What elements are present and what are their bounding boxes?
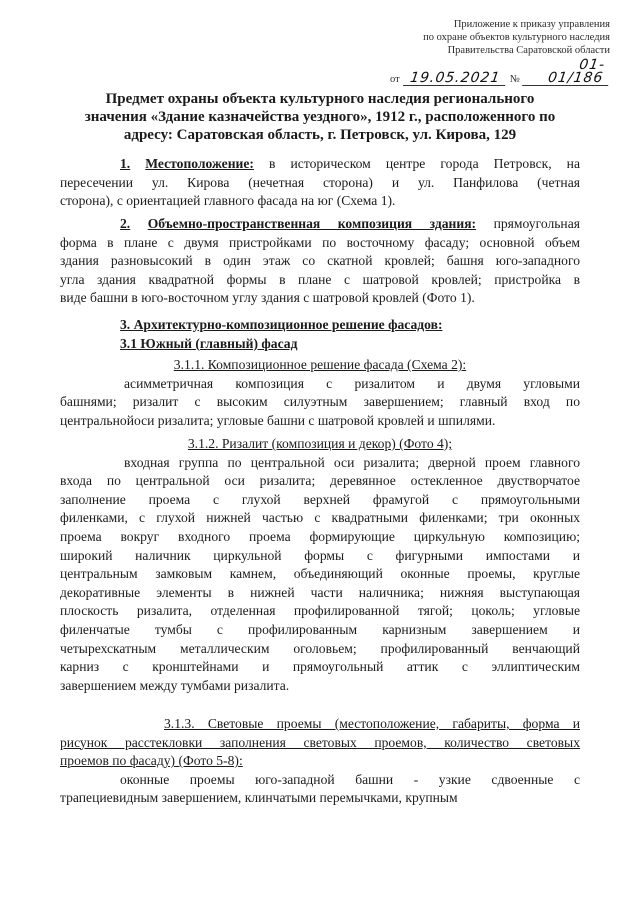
document-title — [60, 90, 580, 144]
ot-label: от — [390, 74, 400, 85]
section-3-1-2-line-11: четырехскатным металлическим оголовьем; профилированный венчающий — [60, 640, 580, 656]
section-3-1-2 — [60, 435, 580, 695]
section-2-text-1: прямоугольная — [493, 216, 580, 231]
header-line-3: Правительства Саратовской области — [447, 45, 610, 56]
section-3-1-1-heading: 3.1.1. Композиционное решение фасада (Схема 2): — [173, 357, 467, 372]
title-line-1: Предмет охраны объекта культурного наследия регионального — [105, 91, 535, 107]
section-3-1-2-line-4: филенками, с глухой нижней частью с квадратными филенками; три оконных — [60, 510, 580, 526]
section-1-number: 1. — [120, 156, 131, 171]
section-2-line-4: угла здания квадратной формы в плане с шатровой кровлей; пристройка в — [60, 271, 580, 287]
section-1-text-1: в историческом центре города Петровск, на — [269, 156, 580, 171]
section-3-1-2-line-8: декоративные элементы в нижней части наличника; нижняя выступающая — [60, 584, 580, 600]
header-line-1: Приложение к приказу управления — [453, 19, 610, 30]
section-3 — [60, 316, 580, 353]
section-3-1-2-line-12: карниз с кронштейнами и прямоугольный аттик с эллиптическим — [60, 659, 580, 675]
section-3-1-1-line-2: башнями; ризалит с высоким силуэтным завершением; главный вход по — [60, 394, 580, 410]
section-3-1-2-line-2: входа по центральной оси ризалита; деревянное остекленное двустворчатое — [60, 473, 580, 489]
approval-header — [390, 18, 610, 86]
section-2-heading: Объемно-пространственная композиция здания: — [147, 216, 477, 231]
section-3-1-3 — [60, 715, 580, 808]
section-3-1-3-line-2: рисунок расстекловки заполнения световых проемов, количество световых — [60, 734, 580, 750]
section-3-1-2-line-9: плоскость ризалита, отделенная профилированной тягой; цоколь; угловые — [60, 603, 580, 619]
header-line-2: по охране объектов культурного наследия — [423, 32, 610, 43]
number-label: № — [509, 74, 520, 85]
section-3-heading: 3. Архитектурно-композиционное решение фасадов: — [120, 317, 443, 332]
section-2-line-1 — [60, 215, 580, 234]
section-3-1-1-line-3: центральнойоси ризалита; угловые башни с шатровой кровлей и шпилями. — [60, 412, 496, 428]
title-line-3: адресу: Саратовская область, г. Петровск, ул. Кирова, 129 — [123, 127, 517, 143]
section-2 — [60, 215, 580, 308]
section-3-1-2-line-10: филенчатые тумбы с профилированным карнизным завершением и — [60, 621, 580, 637]
section-2-line-3: здания разновысокий в один этаж со скатной кровлей; башня юго-западного — [60, 253, 580, 269]
section-3-1-2-line-7: центральным замковым камнем, объединяющий оконные проемы, круглые — [60, 566, 580, 582]
section-2-number: 2. — [120, 216, 131, 231]
section-1-line-2: пересечении ул. Кирова (нечетная сторона) и ул. Панфилова (четная — [60, 174, 580, 190]
section-3-1-1 — [60, 356, 580, 430]
order-date: 19.05.2021 — [403, 72, 507, 86]
section-3-1-2-line-13: завершением между тумбами ризалита. — [60, 677, 290, 693]
section-3-1-2-line-5: проема вокруг входного проема формирующие циркульную композицию; — [60, 528, 580, 544]
section-3-1-3-line-1: 3.1.3. Световые проемы (местоположение, габариты, форма и — [164, 716, 580, 731]
section-2-line-5: виде башни в юго-восточном углу здания с шатровой кровлей (Фото 1). — [60, 290, 475, 306]
title-line-2: значения «Здание казначейства уездного», 1912 г., расположенного по — [84, 109, 556, 125]
section-1-line-1 — [60, 155, 580, 174]
section-3-1-2-line-1: входная группа по центральной оси ризалита; дверной проем главного — [124, 454, 580, 470]
section-3-1-2-heading: 3.1.2. Ризалит (композиция и декор) (Фото 4); — [187, 436, 453, 451]
section-3-1-3-body-2: трапециевидным завершением, клинчатыми перемычками, крупным — [60, 790, 458, 806]
section-1-line-3: сторона), с ориентацией главного фасада на юг (Схема 1). — [60, 193, 396, 209]
order-number: 01-01/186 — [522, 59, 612, 86]
section-1 — [60, 155, 580, 211]
section-3-1-1-line-1: асимметричная композиция с ризалитом и двумя угловыми — [124, 375, 580, 391]
section-3-1-3-body-1: оконные проемы юго-западной башни - узкие сдвоенные с — [120, 771, 580, 787]
section-3-1-3-line-3: проемов по фасаду) (Фото 5-8): — [60, 753, 243, 769]
order-date-number — [390, 59, 610, 86]
section-3-1-2-line-3: заполнение проема с глухой верхней фрамугой с прямоугольными — [60, 491, 580, 507]
section-2-line-2: форма в плане с двумя пристройками по восточному фасаду; основной объем — [60, 234, 580, 250]
section-3-1-heading: 3.1 Южный (главный) фасад — [120, 335, 298, 351]
section-1-heading: Местоположение: — [145, 156, 254, 171]
section-3-1-2-line-6: широкий наличник циркульной формы с фигурными импостами и — [60, 547, 580, 563]
